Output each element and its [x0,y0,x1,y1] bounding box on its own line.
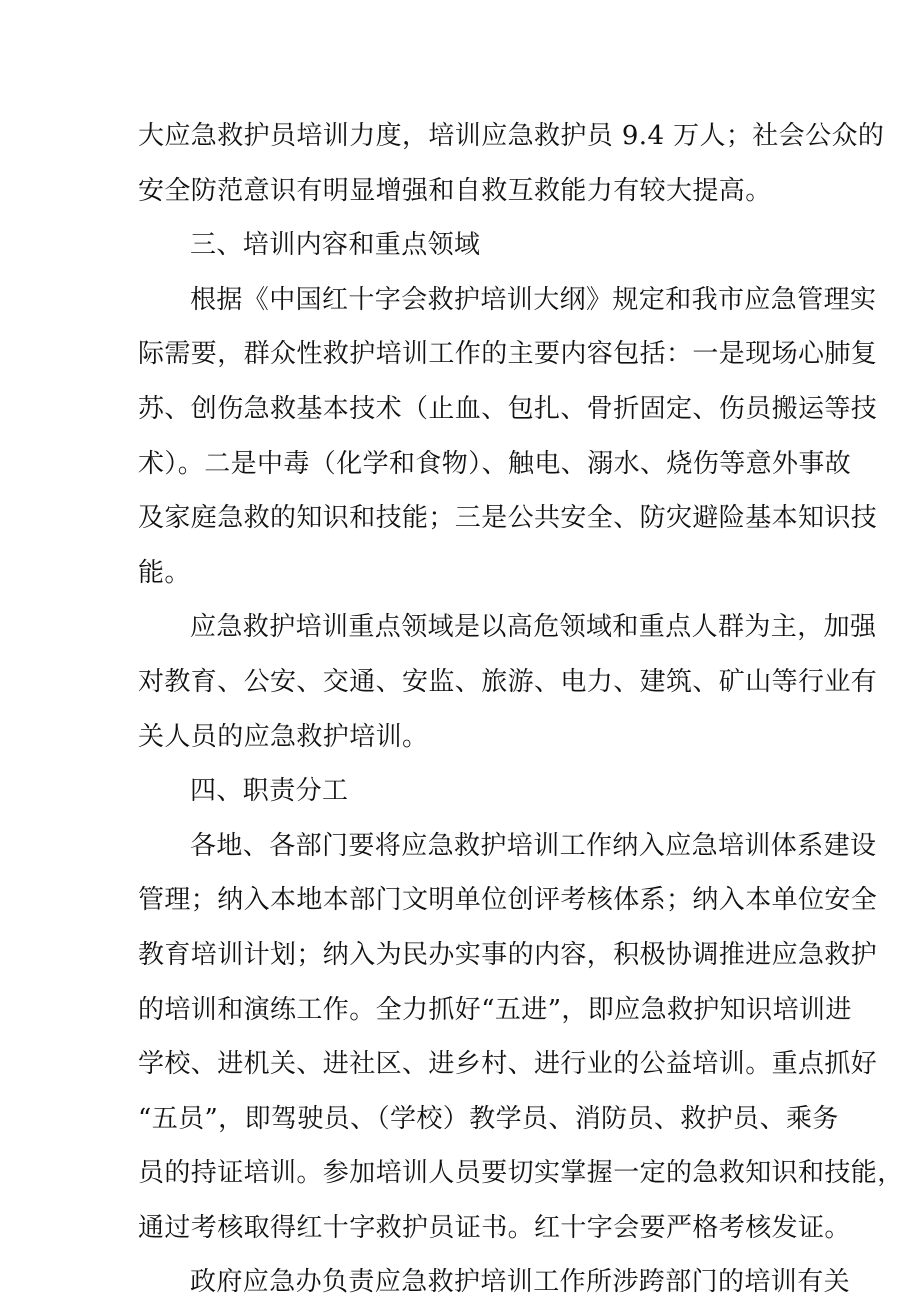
text-line: 政府应急办负责应急救护培训工作所涉跨部门的培训有关 [190,1267,851,1298]
text-line: 关人员的应急救护培训。 [138,721,429,752]
text-line: 通过考核取得红十字救护员证书。红十字会要严格考核发证。 [138,1212,851,1243]
text-line: 学校、进机关、进社区、进乡村、进行业的公益培训。重点抓好 [138,1049,878,1080]
text-line: 的培训和演练工作。全力抓好“五进”，即应急救护知识培训进 [138,994,852,1025]
text-line: 各地、各部门要将应急救护培训工作纳入应急培训体系建设 [190,830,877,861]
text-line: 根据《中国红十字会救护培训大纲》规定和我市应急管理实 [190,284,877,315]
text-line: 际需要，群众性救护培训工作的主要内容包括：一是现场心肺复 [138,339,878,370]
text-line: 管理；纳入本地本部门文明单位创评考核体系；纳入本单位安全 [138,885,878,916]
text-line: 教育培训计划；纳入为民办实事的内容，积极协调推进应急救护 [138,939,878,970]
section-heading: 三、培训内容和重点领域 [190,230,481,261]
text-line: 大应急救护员培训力度，培训应急救护员 9.4 万人；社会公众的 [138,121,885,151]
text-line: 安全防范意识有明显增强和自救互救能力有较大提高。 [138,175,772,206]
text-line: 员的持证培训。参加培训人员要切实掌握一定的急救知识和技能， [138,1158,904,1189]
section-heading: 四、职责分工 [190,776,349,807]
document-body [138,109,904,1310]
text-line: 能。 [138,557,191,588]
text-line: 对教育、公安、交通、安监、旅游、电力、建筑、矿山等行业有 [138,666,878,697]
text-line: 苏、创伤急救基本技术（止血、包扎、骨折固定、伤员搬运等技 [138,393,878,424]
text-line: 术）。二是中毒（化学和食物）、触电、溺水、烧伤等意外事故 [138,448,852,479]
text-line: 应急救护培训重点领域是以高危领域和重点人群为主，加强 [190,612,877,643]
text-line: 及家庭急救的知识和技能；三是公共安全、防灾避险基本知识技 [138,503,878,534]
text-line: “五员”，即驾驶员、（学校）教学员、消防员、救护员、乘务 [138,1103,839,1134]
